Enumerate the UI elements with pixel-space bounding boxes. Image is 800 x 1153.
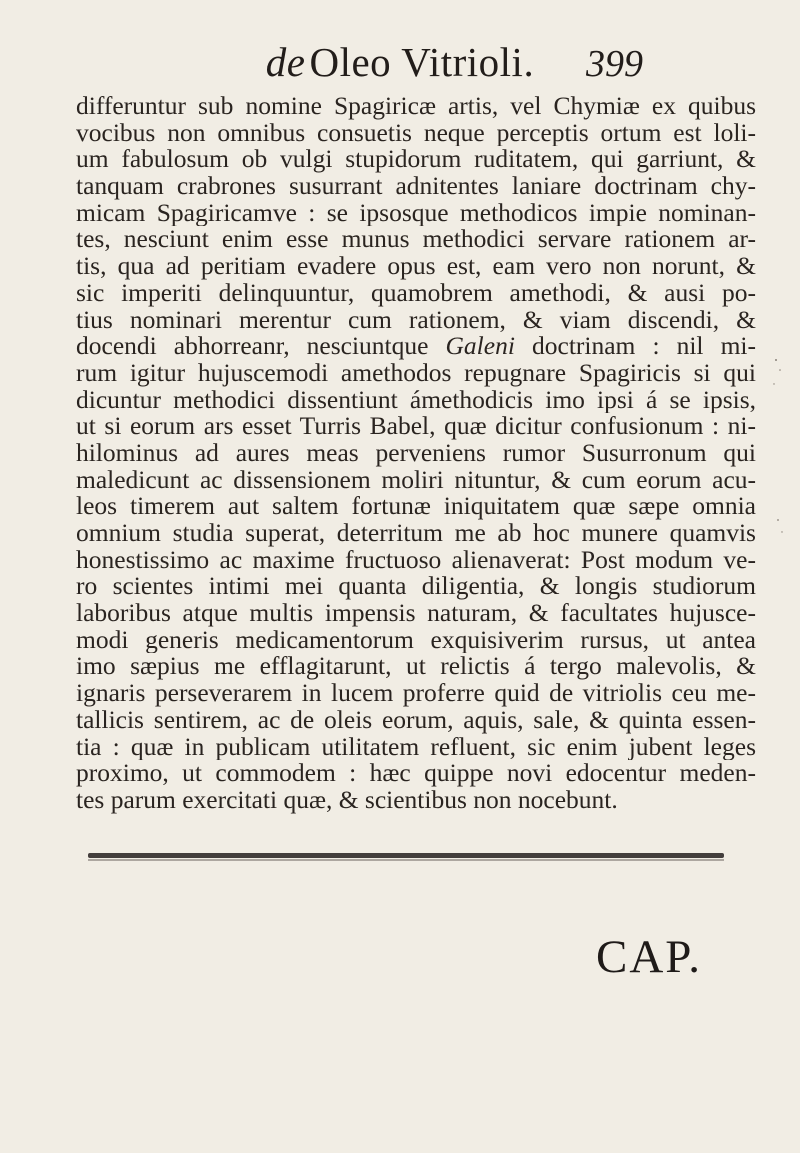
page-header [0, 38, 800, 88]
text-line-23: ignaris perseverarem in lucem proferre quid de vitriolis ceu me- [76, 680, 756, 707]
text-line-14: hilominus ad aures meas perveniens rumor Susurronum qui [76, 439, 756, 467]
text-line-1: differuntur sub nomine Spagiricæ artis, vel Chymiæ ex quibus [76, 93, 756, 120]
running-title [0, 38, 800, 86]
text-line-27: tes parum exercitati quæ, & scientibus non nocebunt. [76, 786, 618, 814]
margin-specks [770, 340, 790, 540]
page-number: 399 [586, 43, 643, 85]
text-line-11: rum igitur hujuscemodi amethodos repugnare Spagiricis si qui [76, 359, 756, 387]
galeni-italic: Galeni [445, 333, 515, 360]
text-line-9: tius nominari merentur cum rationem, & viam discendi, & [76, 306, 756, 334]
text-line-15: maledicunt ac dissensionem moliri nituntur, & cum eorum acu- [76, 466, 756, 494]
text-line-8: sic imperiti delinquuntur, quamobrem amethodi, & ausi po- [76, 279, 756, 307]
section-rule-shadow [88, 859, 724, 861]
text-line-26: proximo, ut commodem : hæc quippe novi edocentur meden- [76, 760, 756, 787]
text-line-16: leos timerem aut saltem fortunæ iniquitatem quæ sæpe omnia [76, 493, 756, 520]
text-line-10-start: docendi abhorreanr, nesciuntque [76, 333, 429, 360]
text-line-5: micam Spagiricamve : se ipsosque methodicos impie nominan- [76, 199, 756, 227]
text-line-24: tallicis sentirem, ac de oleis eorum, aquis, sale, & quinta essen- [76, 706, 756, 734]
text-line-22: imo sæpius me efflagitarunt, ut relictis á tergo malevolis, & [76, 653, 756, 681]
text-line-6: tes, nesciunt enim esse munus methodici servare rationem ar- [76, 226, 756, 254]
catchword: CAP. [596, 931, 702, 983]
text-line-2: vocibus non omnibus consuetis neque perceptis ortum est loli- [76, 119, 756, 147]
section-rule [88, 853, 724, 858]
text-line-10 [76, 333, 756, 360]
running-title-main: Oleo Vitrioli. [309, 39, 535, 85]
text-line-13: ut si eorum ars esset Turris Babel, quæ dicitur confusionum : ni- [76, 413, 756, 440]
text-line-3: um fabulosum ob vulgi stupidorum ruditatem, qui garriunt, & [76, 146, 756, 174]
text-line-20: laboribus atque multis impensis naturam, & facultates hujusce- [76, 600, 756, 627]
text-line-17: omnium studia superat, deterritum me ab hoc munere quamvis [76, 520, 756, 547]
running-title-italic: de [265, 39, 306, 85]
text-line-10-end: doctrinam : nil mi- [532, 333, 756, 360]
text-line-25: tia : quæ in publicam utilitatem refluent, sic enim jubent leges [76, 733, 756, 761]
text-line-18: honestissimo ac maxime fructuoso alienaverat: Post modum ve- [76, 546, 756, 574]
body-text [76, 93, 756, 814]
text-line-21: modi generis medicamentorum exquisiverim rursus, ut antea [76, 626, 756, 654]
text-line-19: ro scientes intimi mei quanta diligentia, & longis studiorum [76, 573, 756, 601]
text-line-7: tis, qua ad peritiam evadere opus est, eam vero non norunt, & [76, 253, 756, 280]
text-line-4: tanquam crabrones susurrant adnitentes laniare doctrinam chy- [76, 173, 756, 200]
text-line-12: dicuntur methodici dissentiunt ámethodicis imo ipsi á se ipsis, [76, 386, 756, 414]
